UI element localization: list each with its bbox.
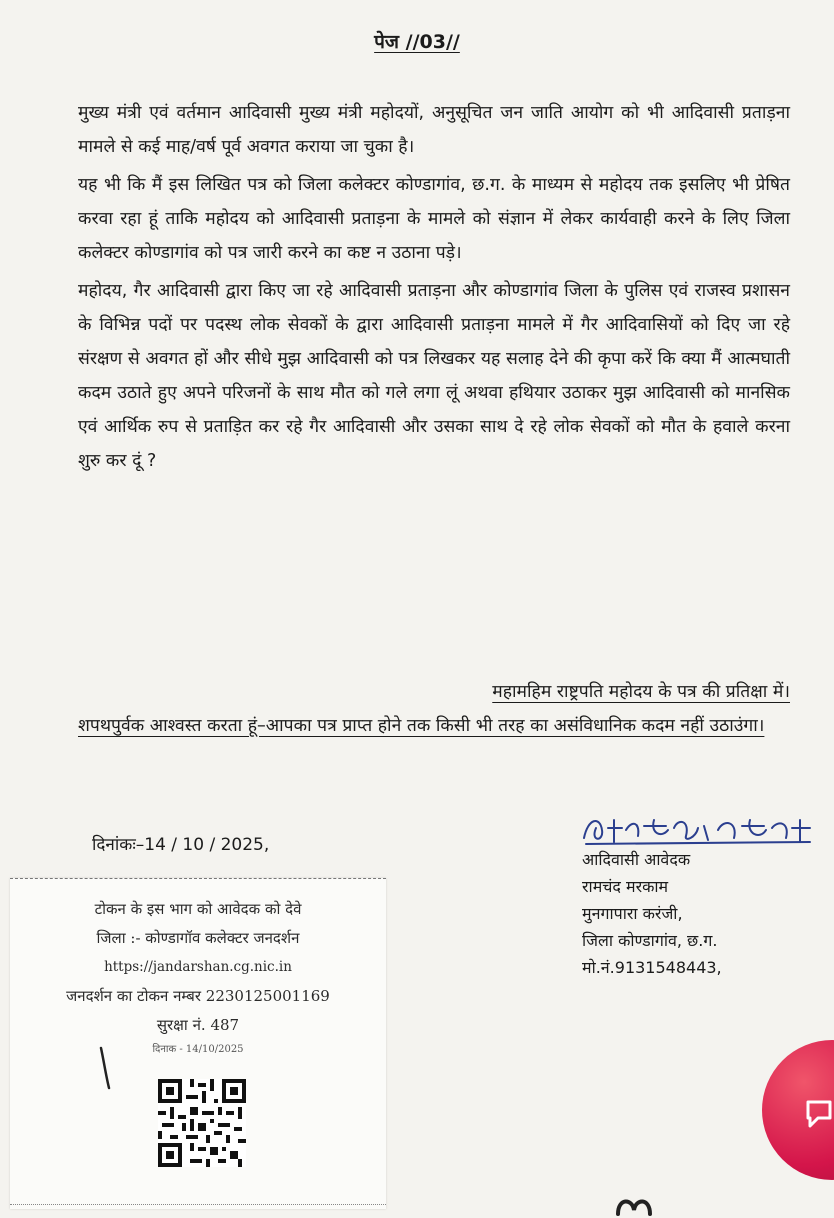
pledge-block xyxy=(78,675,790,743)
sender-mobile: मो.नं.9131548443, xyxy=(582,958,722,977)
partial-glyph-icon xyxy=(614,1188,654,1218)
awaiting-line: महामहिम राष्ट्रपति महोदय के पत्र की प्रतिक्षा में। xyxy=(492,682,790,702)
letter-body xyxy=(78,96,790,482)
token-district: जिला :- कोण्डागॉव कलेक्टर जनदर्शन xyxy=(96,929,300,947)
token-number: जनदर्शन का टोकन नम्बर 2230125001169 xyxy=(66,987,330,1005)
page-number-header xyxy=(0,28,834,54)
chat-icon[interactable] xyxy=(804,1096,834,1132)
paragraph-1: मुख्य मंत्री एवं वर्तमान आदिवासी मुख्य मंत्री महोदयों, अनुसूचित जन जाति आयोग को भी आदिवासी प्रताड़ना मामले से कई माह/वर्ष पूर्व अवगत कराया जा चुका है। xyxy=(78,103,790,157)
qr-code-icon xyxy=(158,1079,246,1167)
token-instruction: टोकन के इस भाग को आवेदक को देवे xyxy=(94,900,302,918)
jandarshan-token-slip xyxy=(10,878,386,1209)
page-label: पेज //03// xyxy=(374,31,460,53)
paragraph-2: यह भी कि मैं इस लिखित पत्र को जिला कलेक्टर कोण्डागांव, छ.ग. के माध्यम से महोदय तक इसलिए भी प्रेषित करवा रहा हूं ताकि महोदय को आदिवासी प्रताड़ना के मामले को संज्ञान में लेकर कार्यवाही करने के लिए जिला कलेक्टर कोण्डागांव को पत्र जारी करने का कष्ट न उठाना पड़े। xyxy=(78,175,790,263)
sender-district: जिला कोण्डागांव, छ.ग. xyxy=(582,931,718,950)
assurance-line: शपथपुर्वक आश्वस्त करता हूं–आपका पत्र प्राप्त होने तक किसी भी तरह का असंविधानिक कदम नहीं उठाउंगा। xyxy=(78,716,765,736)
tear-line xyxy=(10,1204,386,1205)
sender-name: रामचंद मरकाम xyxy=(582,877,669,896)
paragraph-3: महोदय, गैर आदिवासी द्वारा किए जा रहे आदिवासी प्रताड़ना और कोण्डागांव जिला के पुलिस एवं राजस्व प्रशासन के विभिन्न पदों पर पदस्थ लोक सेवकों के द्वारा आदिवासी प्रताड़ना मामले में गैर आदिवासियों को दिए जा रहे संरक्षण से अवगत हों और सीधे मुझ आदिवासी को पत्र लिखकर यह सलाह देने की कृपा करें कि क्या मैं आत्मघाती कदम उठाते हुए अपने परिजनों के साथ मौत को गले लगा लूं अथवा हथियार उठाकर मुझ आदिवासी को मानसिक एवं आर्थिक रुप से प्रताड़ित कर रहे गैर आदिवासी और उसका साथ दे रहे लोक सेवकों को मौत के हवाले करना शुरु कर दूं ? xyxy=(78,281,790,471)
sender-village: मुनगापारा करंजी, xyxy=(582,904,683,923)
pen-mark xyxy=(98,1046,112,1090)
token-security-number: सुरक्षा नं. 487 xyxy=(156,1016,240,1034)
sender-title: आदिवासी आवेदक xyxy=(582,850,691,869)
date-line: दिनांकः–14 / 10 / 2025, xyxy=(92,835,270,855)
token-url: https://jandarshan.cg.nic.in xyxy=(104,959,292,975)
token-date: दिनाक - 14/10/2025 xyxy=(152,1044,244,1055)
sender-block xyxy=(582,846,722,981)
